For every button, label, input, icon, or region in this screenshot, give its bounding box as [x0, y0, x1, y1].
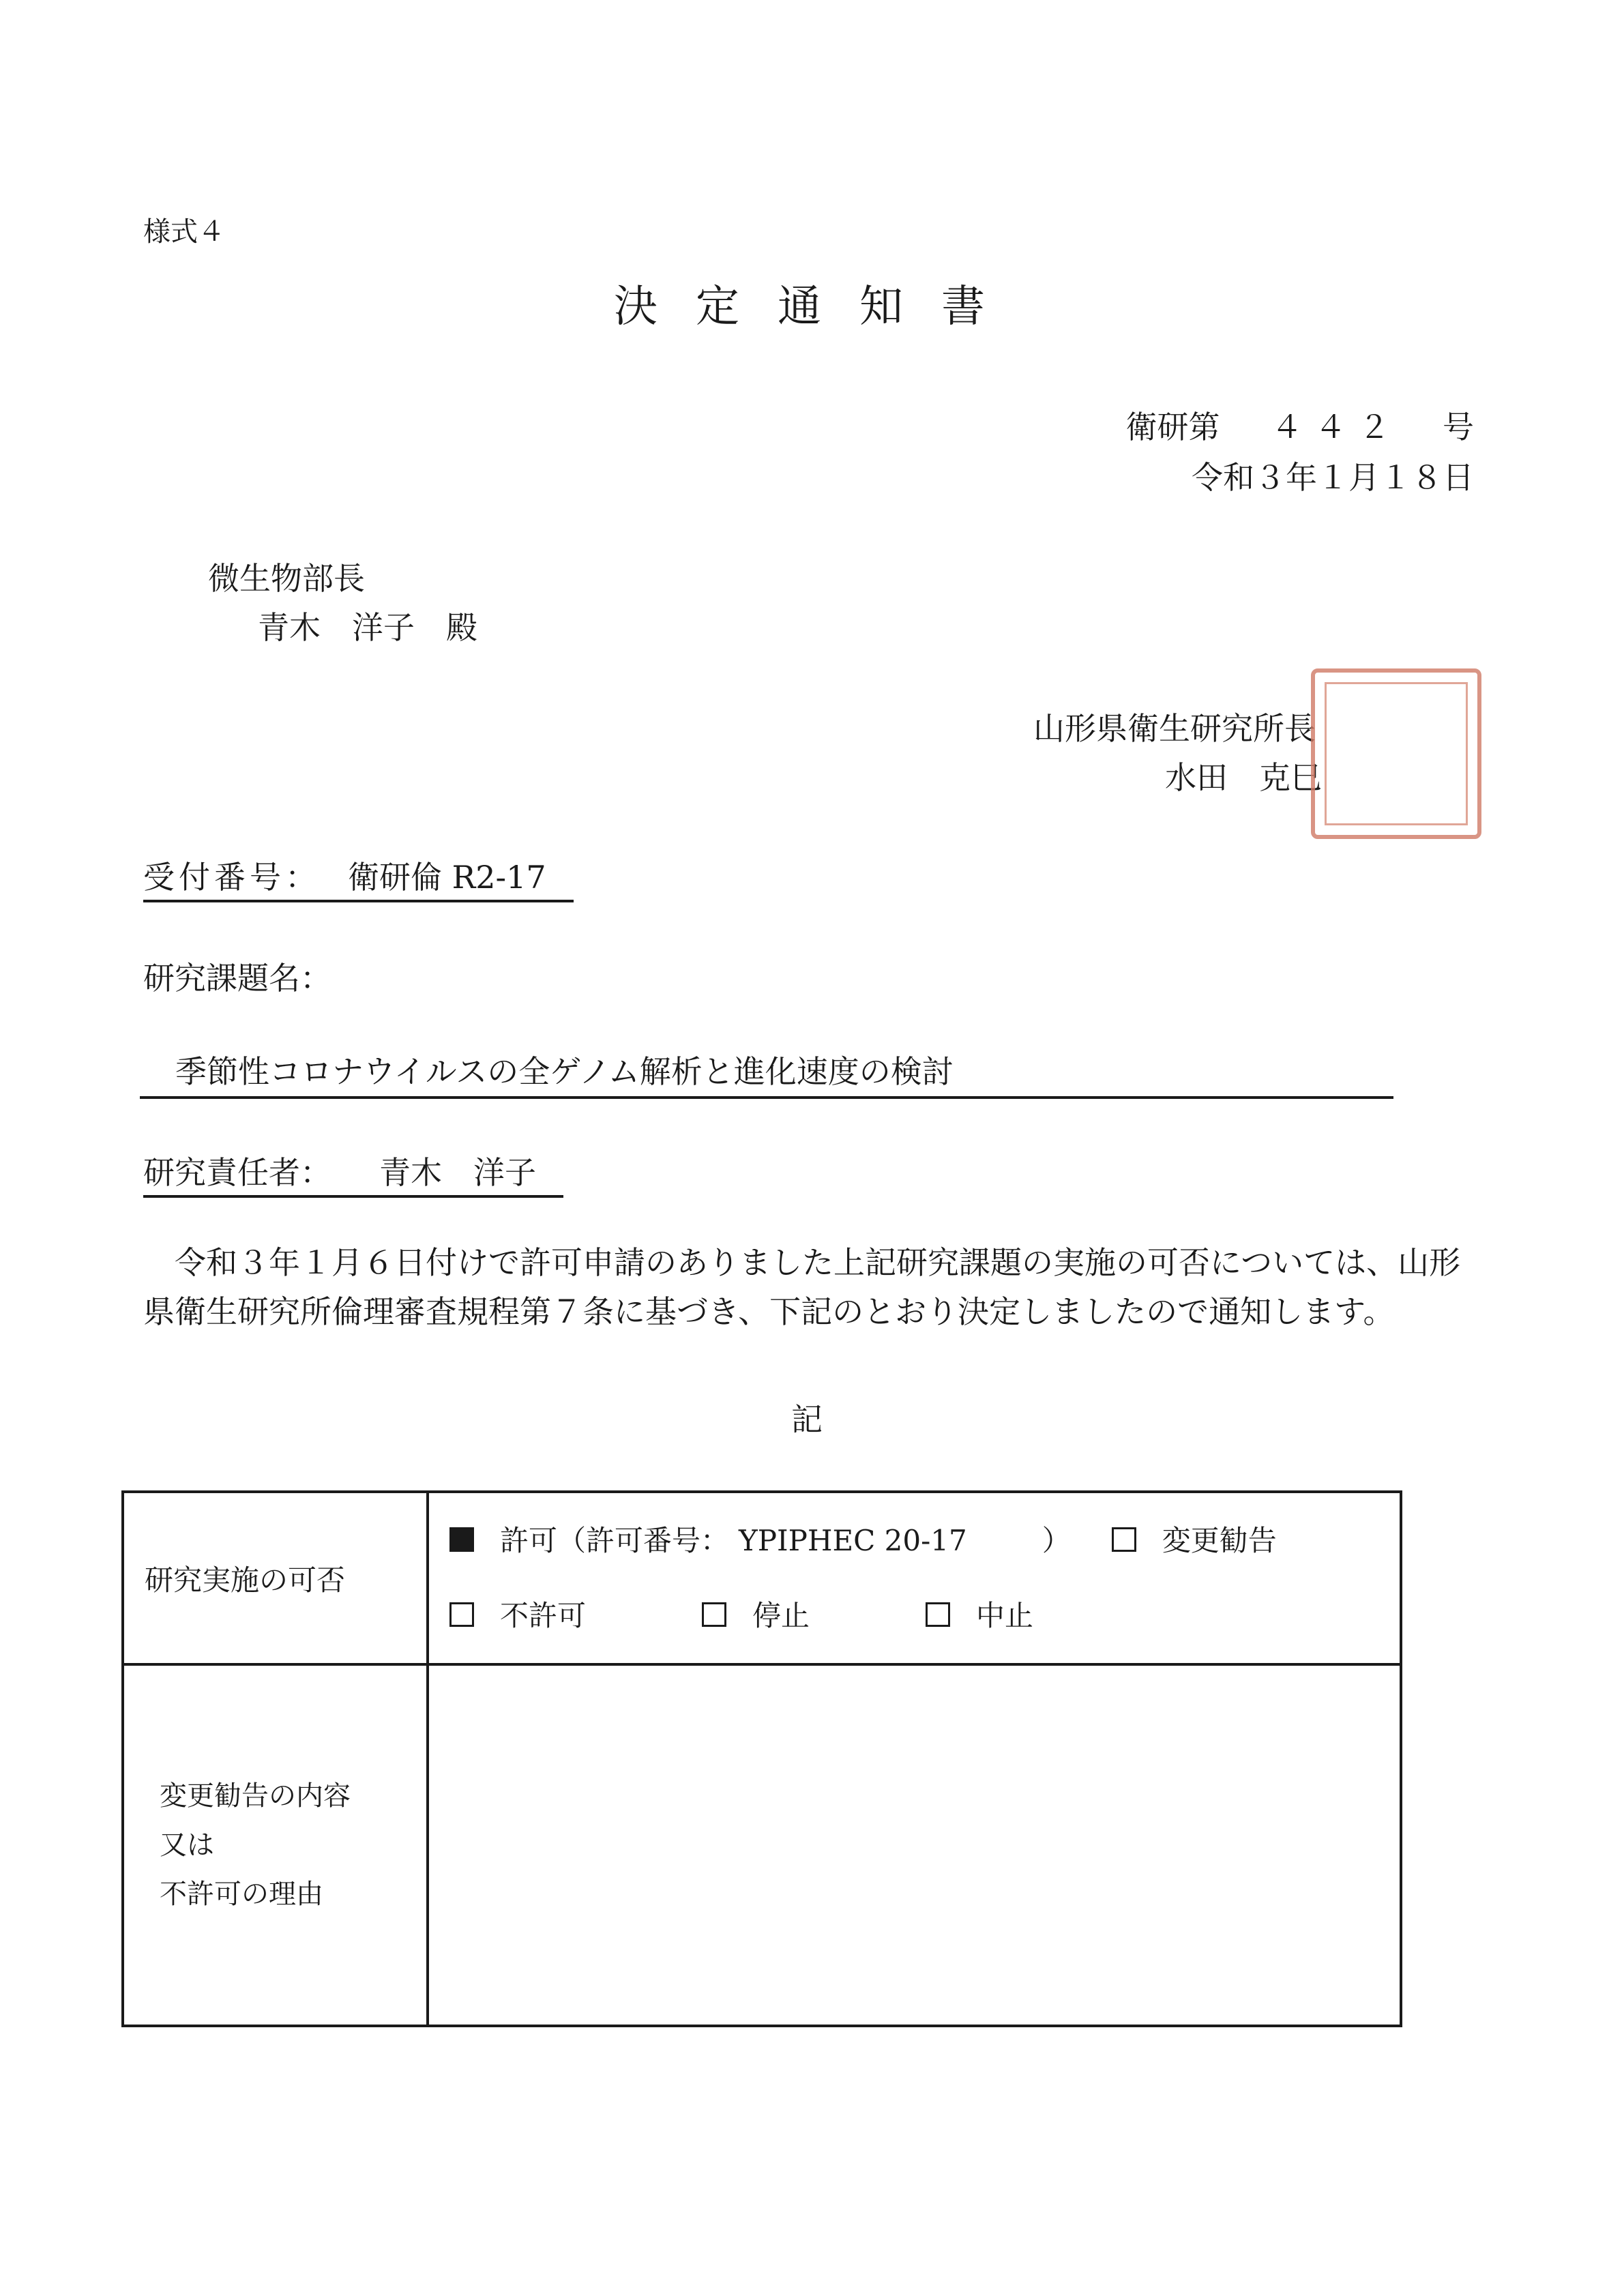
- responsible-person: [143, 1148, 563, 1193]
- permit-close: ）: [1042, 1523, 1071, 1557]
- cancel-checkbox[interactable]: [926, 1602, 950, 1627]
- decision-label: 研究実施の可否: [145, 1563, 346, 1597]
- not-permit-label: 不許可: [500, 1598, 587, 1632]
- official-seal: [1311, 668, 1481, 839]
- issue-date: 令和３年１月１８日: [1192, 459, 1474, 496]
- stop-label: 停止: [752, 1598, 810, 1632]
- permit-number: YPIPHEC 20-17: [739, 1523, 967, 1557]
- document-title: 決定通知書: [614, 282, 1023, 332]
- cancel-label: 中止: [976, 1598, 1034, 1632]
- decision-table: [121, 1490, 1402, 2027]
- not-permit-checkbox[interactable]: [449, 1602, 474, 1627]
- recipient-name: 青木 洋子 殿: [258, 609, 477, 646]
- reception-value: 衛研倫 R2-17: [348, 859, 546, 896]
- reception-number-line: [143, 859, 574, 902]
- table-row-decision: [123, 1492, 1401, 1664]
- options-line-2: [449, 1578, 1399, 1653]
- form-number: 様式４: [143, 216, 225, 248]
- table-row-reason: [123, 1664, 1401, 2026]
- topic-label: 研究課題名：: [143, 960, 331, 997]
- sender-name: 水田 克巳: [1165, 759, 1322, 796]
- responsible-label: 研究責任者：: [143, 1154, 331, 1191]
- seal-border: [1325, 682, 1468, 825]
- ki-heading: 記: [791, 1401, 823, 1438]
- reason-label-line-2: 又は: [160, 1829, 214, 1861]
- change-advice-label: 変更勧告: [1162, 1523, 1277, 1557]
- reason-label-cell: [123, 1664, 428, 2026]
- responsible-value: 青木 洋子: [379, 1154, 536, 1191]
- doc-number-value: ４４２: [1271, 409, 1402, 445]
- responsible-line: [143, 1154, 563, 1198]
- decision-label-cell: [123, 1492, 428, 1664]
- reason-label-line-1: 変更勧告の内容: [160, 1780, 351, 1812]
- stop-checkbox[interactable]: [702, 1602, 726, 1627]
- reason-label-line-3: 不許可の理由: [160, 1879, 323, 1910]
- options-line-1: [449, 1503, 1399, 1578]
- document-number: [1126, 402, 1475, 447]
- change-advice-checkbox[interactable]: [1112, 1527, 1136, 1552]
- reason-value-cell: [428, 1664, 1401, 2026]
- decision-options-cell: [428, 1492, 1401, 1664]
- reception-label: 受付番号：: [143, 859, 321, 896]
- permit-label: 許可（許可番号：: [500, 1523, 730, 1557]
- topic-value: 季節性コロナウイルスの全ゲノム解析と進化速度の検討: [140, 1047, 1393, 1099]
- recipient-department: 微生物部長: [208, 560, 365, 597]
- doc-number-prefix: 衛研第: [1125, 409, 1220, 445]
- sender-organization: 山形県衛生研究所長: [1033, 710, 1316, 747]
- reception-number: [143, 853, 574, 898]
- body-paragraph: 令和３年１月６日付けで許可申請のありました上記研究課題の実施の可否については、山形県衛生研究所倫理審査規程第７条に基づき、下記のとおり決定しましたので通知します。: [143, 1244, 1461, 1330]
- permit-checkbox[interactable]: [449, 1527, 474, 1552]
- doc-number-suffix: 号: [1443, 409, 1474, 445]
